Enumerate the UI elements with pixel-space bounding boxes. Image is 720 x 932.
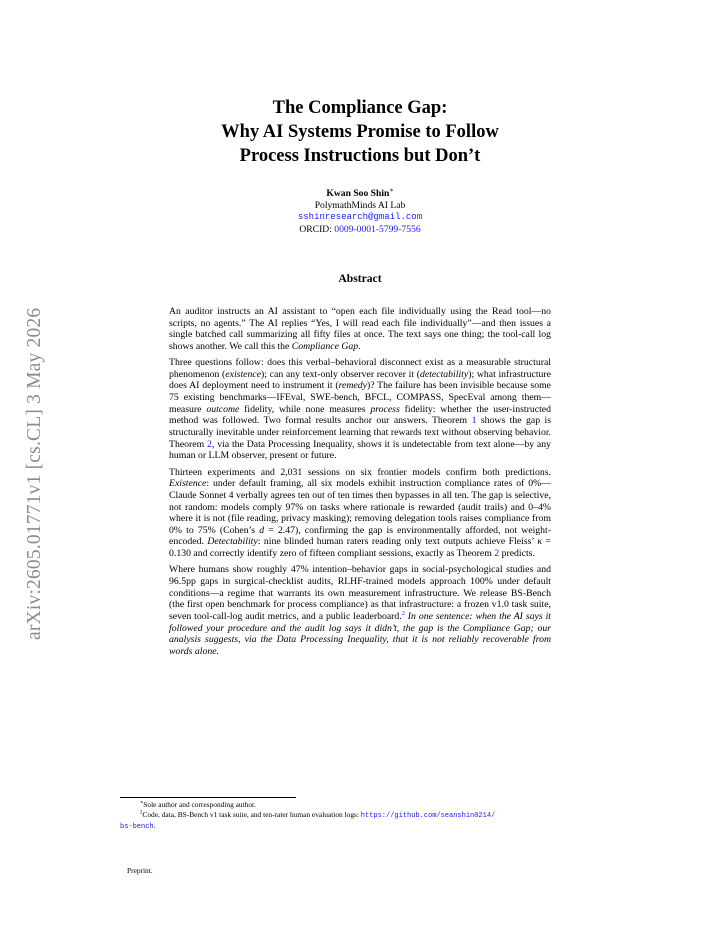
author-block [160,188,560,236]
math-variable: κ [537,536,543,548]
footnote-text: Sole author and corresponding author. [143,800,256,809]
text-run: Where humans show roughly 47% intention–behavior gaps in social-psychological studies and 96.5pp gaps in surgical-checklist audits, RLHF-trained models approach 100% under default conditions—a regime that warrants its own measurement infrastructure. We release BS-Bench (the first open benchmark for process compliance) as that infrastructure: a frozen v1.0 task suite, seven tool-call-log audit metrics, and a public leaderboard. [169,564,551,622]
abstract-paragraph-2 [169,357,551,462]
theorem-2-link[interactable]: 2 [494,548,500,560]
text-run: predicts. [499,548,535,560]
abstract-heading: Abstract [338,272,382,285]
text-run: . [358,340,361,352]
repo-url-link[interactable]: https://github.com/seanshin0214/ [360,811,496,820]
orcid-line [160,224,560,236]
author-affiliation: PolymathMinds AI Lab [314,199,406,211]
orcid-label: ORCID: [299,224,335,236]
text-run: fidelity, while none measures [239,403,371,415]
text-run: )? The failure has been invisible because some 75 existing benchmarks—IFEval, SWE-bench, BFCL, COMPASS, SpecEval among them—measure [169,380,551,415]
emphasis: process [370,403,400,415]
abstract-paragraph-3 [169,467,551,560]
text-run: Three questions follow: does this verbal–behavioral disconnect exist as a measurable structural phenomenon ( [169,357,551,380]
abstract-paragraph-1 [169,306,551,353]
text-run: : nine blinded human raters reading only text outputs achieve Fleiss’ [257,536,538,548]
theorem-2-link[interactable]: 2 [207,438,212,450]
footnote-mark: 2 [140,810,143,816]
title-line-2: Why AI Systems Promise to Follow [221,122,499,142]
emphasis: Compliance Gap [291,340,359,352]
footnote-text: Code, data, BS-Bench v1 task suite, and ten-rater human evaluation logs: [142,809,361,819]
math-variable: d [259,524,265,536]
emphasis: outcome [206,403,240,415]
author-line [160,188,560,200]
text-run: shows the gap is structurally inevitable under reinforcement learning that rewards text without observing behavior. Theorem [169,415,551,450]
abstract-paragraph-4 [169,564,551,657]
emphasis: Existence [169,478,207,490]
orcid-link[interactable]: 0009-0001-5799-7556 [334,224,421,236]
text-run: ); can any text-only observer recover it ( [261,368,420,380]
author-footnote-mark: ∗ [389,186,394,194]
title-line-3: Process Instructions but Don’t [239,146,481,166]
text-run: : under default framing, all six models exhibit instruction compliance rates of 0%—Claude Sonnet 4 verbally agrees ten out of ten times then bypasses in all ten. The gap is selective, not random: models comply 97% on tasks where rationale is rewarded (audit trails) and 0–4% where it is not (file reading, privacy masking); removing delegation tools raises compliance from 0% to 75% (Cohen’s [169,478,551,536]
arxiv-sidebar-stamp [22,262,46,642]
text-run: = 0.130 and correctly identify zero of fifteen compliant sessions, exactly as Theorem [169,536,551,560]
arxiv-identifier: arXiv:2605.01771v1 [cs.CL] 3 May 2026 [24,307,45,640]
text-run: = 2.47), confirming the gap is environmentally afforded, not weight-encoded. [169,524,551,548]
paper-title [100,96,620,168]
footnote-2 [120,810,605,822]
footnote-divider [120,797,296,798]
emphasis: existence [225,368,262,380]
footnote-2-link[interactable]: 2 [401,609,405,617]
footnotes [120,800,605,833]
emphasis: Detectability [207,536,258,548]
title-line-1: The Compliance Gap: [272,98,448,118]
author-email-link[interactable]: sshinresearch@gmail.com [297,212,423,223]
repo-url-link-continued[interactable]: bs-bench [120,823,154,832]
text-run: Thirteen experiments and 2,031 sessions on six frontier models confirm both predictions. [169,466,551,478]
footnote-1 [120,800,605,810]
text-run: An auditor instructs an AI assistant to “open each file individually using the Read tool—no scripts, no agents.” The AI replies “Yes, I will read each file individually”—and then issues a single batched call summarizing all fifty files at once. The text says one thing; the tool-call log shows another. We call this the [169,306,551,352]
text-run: ); what infrastructure does AI deployment need to instrument it ( [169,368,551,392]
author-name: Kwan Soo Shin [326,188,390,199]
footnote-mark: ∗ [140,800,144,806]
preprint-label: Preprint. [127,866,153,875]
theorem-1-link[interactable]: 1 [471,415,477,427]
text-run: fidelity: whether the user-instructed method was followed. Two formal results anchor our answers. Theorem [169,403,551,427]
emphasis: remedy [338,380,367,392]
footnote-text: . [153,821,156,831]
emphasis: detectability [420,368,469,380]
emphasis: In one sentence: when the AI says it followed your procedure and the audit log says it didn’t, the gap is the Compliance Gap; our analysis suggests, via the Data Processing Inequality, that it is not reliably recoverable from words alone. [169,610,551,657]
text-run: , via the Data Processing Inequality, shows it is undetectable from text alone—by any human or LLM observer, present or future. [169,438,551,462]
footnote-2-continued [120,821,605,833]
abstract-body [169,306,551,662]
